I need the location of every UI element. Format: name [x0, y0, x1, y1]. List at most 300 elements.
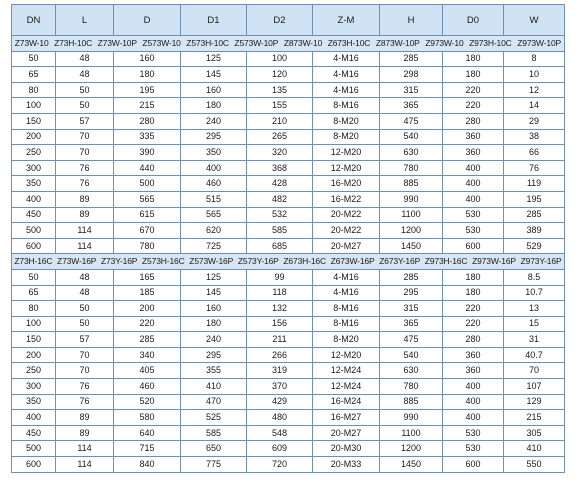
cell-d1: 180: [181, 98, 247, 114]
column-header-d1: D1: [181, 5, 247, 36]
cell-w: 305: [504, 425, 565, 441]
cell-d2: 532: [247, 207, 313, 223]
cell-d0: 400: [443, 410, 504, 426]
cell-d: 440: [114, 160, 181, 176]
table-row: [12, 98, 565, 114]
cell-d: 715: [114, 441, 181, 457]
cell-dn: 100: [12, 98, 56, 114]
cell-l: 70: [56, 129, 114, 145]
cell-l: 114: [56, 223, 114, 239]
cell-d2: 609: [247, 441, 313, 457]
cell-d: 180: [114, 67, 181, 83]
cell-d0: 600: [443, 238, 504, 254]
table-row: [12, 269, 565, 285]
cell-d1: 400: [181, 160, 247, 176]
model-label: Z673H-16C: [283, 256, 326, 267]
cell-d2: 210: [247, 113, 313, 129]
cell-d1: 775: [181, 457, 247, 473]
cell-z-m: 8-M16: [313, 316, 380, 332]
cell-h: 630: [380, 363, 443, 379]
cell-d0: 530: [443, 223, 504, 239]
cell-w: 14: [504, 98, 565, 114]
cell-w: 10.7: [504, 285, 565, 301]
cell-dn: 250: [12, 363, 56, 379]
cell-dn: 400: [12, 410, 56, 426]
cell-l: 70: [56, 347, 114, 363]
column-header-d0: D0: [443, 5, 504, 36]
cell-z-m: 20-M30: [313, 441, 380, 457]
model-label: Z673H-10C: [327, 37, 371, 48]
cell-w: 31: [504, 332, 565, 348]
cell-d1: 180: [181, 316, 247, 332]
cell-z-m: 8-M20: [313, 113, 380, 129]
cell-dn: 500: [12, 441, 56, 457]
cell-d2: 480: [247, 410, 313, 426]
cell-d: 285: [114, 332, 181, 348]
cell-d2: 685: [247, 238, 313, 254]
cell-dn: 50: [12, 51, 56, 67]
cell-l: 50: [56, 316, 114, 332]
model-label: Z873W-10P: [375, 37, 420, 48]
section2-model-row: [12, 254, 565, 270]
cell-l: 89: [56, 191, 114, 207]
cell-w: 215: [504, 410, 565, 426]
cell-w: 66: [504, 145, 565, 161]
cell-d1: 295: [181, 347, 247, 363]
cell-d1: 525: [181, 410, 247, 426]
table-row: [12, 379, 565, 395]
cell-d1: 145: [181, 67, 247, 83]
cell-z-m: 16-M20: [313, 176, 380, 192]
cell-d0: 280: [443, 332, 504, 348]
cell-d0: 530: [443, 207, 504, 223]
cell-z-m: 4-M16: [313, 67, 380, 83]
cell-d0: 400: [443, 176, 504, 192]
cell-l: 70: [56, 145, 114, 161]
cell-dn: 50: [12, 269, 56, 285]
cell-l: 76: [56, 176, 114, 192]
valve-spec-table: [11, 4, 565, 473]
cell-dn: 80: [12, 82, 56, 98]
cell-d: 500: [114, 176, 181, 192]
table-row: [12, 51, 565, 67]
table-row: [12, 176, 565, 192]
cell-z-m: 12-M24: [313, 363, 380, 379]
cell-l: 114: [56, 457, 114, 473]
column-header-d2: D2: [247, 5, 313, 36]
cell-h: 315: [380, 301, 443, 317]
cell-z-m: 12-M24: [313, 379, 380, 395]
table-row: [12, 67, 565, 83]
cell-d2: 429: [247, 394, 313, 410]
model-label: Z73H-16C: [14, 256, 53, 267]
cell-dn: 150: [12, 332, 56, 348]
cell-d: 565: [114, 191, 181, 207]
model-label: Z573H-16C: [142, 256, 185, 267]
cell-w: 13: [504, 301, 565, 317]
table-row: [12, 145, 565, 161]
cell-z-m: 12-M20: [313, 347, 380, 363]
cell-h: 285: [380, 51, 443, 67]
cell-dn: 65: [12, 285, 56, 301]
cell-d2: 266: [247, 347, 313, 363]
cell-d: 200: [114, 301, 181, 317]
cell-d0: 220: [443, 301, 504, 317]
cell-d2: 482: [247, 191, 313, 207]
cell-d2: 120: [247, 67, 313, 83]
cell-dn: 350: [12, 176, 56, 192]
table-row: [12, 129, 565, 145]
cell-z-m: 4-M16: [313, 51, 380, 67]
cell-l: 50: [56, 82, 114, 98]
cell-d0: 180: [443, 269, 504, 285]
model-label: Z873W-10: [283, 37, 323, 48]
cell-l: 76: [56, 160, 114, 176]
table-row: [12, 191, 565, 207]
column-header-h: H: [380, 5, 443, 36]
cell-z-m: 16-M24: [313, 394, 380, 410]
cell-l: 48: [56, 269, 114, 285]
cell-w: 129: [504, 394, 565, 410]
cell-d: 840: [114, 457, 181, 473]
cell-w: 8: [504, 51, 565, 67]
cell-z-m: 16-M22: [313, 191, 380, 207]
cell-d1: 460: [181, 176, 247, 192]
cell-d1: 650: [181, 441, 247, 457]
cell-d2: 720: [247, 457, 313, 473]
cell-h: 365: [380, 316, 443, 332]
table-row: [12, 223, 565, 239]
cell-z-m: 8-M16: [313, 301, 380, 317]
model-label: Z973Y-16P: [520, 256, 562, 267]
cell-h: 295: [380, 285, 443, 301]
cell-d2: 585: [247, 223, 313, 239]
cell-h: 885: [380, 176, 443, 192]
cell-z-m: 20-M33: [313, 457, 380, 473]
cell-d1: 565: [181, 207, 247, 223]
cell-d0: 220: [443, 98, 504, 114]
cell-h: 285: [380, 269, 443, 285]
cell-d: 195: [114, 82, 181, 98]
cell-d: 460: [114, 379, 181, 395]
cell-d2: 155: [247, 98, 313, 114]
table-row: [12, 363, 565, 379]
cell-z-m: 12-M20: [313, 160, 380, 176]
cell-z-m: 12-M20: [313, 145, 380, 161]
cell-d0: 400: [443, 160, 504, 176]
cell-z-m: 20-M27: [313, 425, 380, 441]
cell-z-m: 8-M16: [313, 98, 380, 114]
cell-h: 298: [380, 67, 443, 83]
cell-h: 1450: [380, 457, 443, 473]
cell-dn: 300: [12, 379, 56, 395]
cell-d: 280: [114, 113, 181, 129]
model-label: Z73Y-16P: [101, 256, 138, 267]
cell-d: 640: [114, 425, 181, 441]
cell-dn: 300: [12, 160, 56, 176]
cell-d0: 220: [443, 316, 504, 332]
cell-dn: 500: [12, 223, 56, 239]
cell-h: 1450: [380, 238, 443, 254]
cell-d2: 368: [247, 160, 313, 176]
cell-d0: 220: [443, 82, 504, 98]
cell-d0: 360: [443, 363, 504, 379]
cell-d: 580: [114, 410, 181, 426]
cell-d2: 100: [247, 51, 313, 67]
cell-h: 1200: [380, 223, 443, 239]
table-row: [12, 82, 565, 98]
cell-w: 8.5: [504, 269, 565, 285]
column-header-d: D: [114, 5, 181, 36]
cell-l: 70: [56, 363, 114, 379]
table-row: [12, 207, 565, 223]
cell-d1: 585: [181, 425, 247, 441]
cell-dn: 150: [12, 113, 56, 129]
cell-l: 76: [56, 379, 114, 395]
cell-d0: 400: [443, 379, 504, 395]
cell-h: 885: [380, 394, 443, 410]
cell-d2: 265: [247, 129, 313, 145]
cell-w: 38: [504, 129, 565, 145]
cell-d: 160: [114, 51, 181, 67]
model-label: Z573W-16P: [189, 256, 234, 267]
cell-dn: 200: [12, 347, 56, 363]
cell-h: 540: [380, 129, 443, 145]
cell-d0: 360: [443, 129, 504, 145]
cell-l: 50: [56, 301, 114, 317]
cell-z-m: 16-M27: [313, 410, 380, 426]
cell-d: 340: [114, 347, 181, 363]
cell-d0: 180: [443, 51, 504, 67]
cell-d1: 470: [181, 394, 247, 410]
cell-l: 57: [56, 113, 114, 129]
cell-z-m: 8-M20: [313, 332, 380, 348]
cell-dn: 250: [12, 145, 56, 161]
cell-l: 48: [56, 67, 114, 83]
cell-w: 12: [504, 82, 565, 98]
cell-dn: 600: [12, 238, 56, 254]
cell-w: 107: [504, 379, 565, 395]
cell-d: 405: [114, 363, 181, 379]
table-row: [12, 316, 565, 332]
cell-d: 615: [114, 207, 181, 223]
cell-z-m: 4-M16: [313, 285, 380, 301]
cell-h: 540: [380, 347, 443, 363]
model-label: Z973H-10C: [469, 37, 512, 48]
cell-d2: 320: [247, 145, 313, 161]
cell-dn: 600: [12, 457, 56, 473]
cell-z-m: 20-M22: [313, 223, 380, 239]
cell-z-m: 20-M22: [313, 207, 380, 223]
table-row: [12, 332, 565, 348]
cell-h: 990: [380, 410, 443, 426]
cell-d0: 530: [443, 425, 504, 441]
model-label: Z573Y-16P: [237, 256, 279, 267]
cell-d2: 428: [247, 176, 313, 192]
cell-w: 285: [504, 207, 565, 223]
cell-z-m: 20-M27: [313, 238, 380, 254]
model-label: Z673W-16P: [330, 256, 375, 267]
column-header-l: L: [56, 5, 114, 36]
cell-d1: 515: [181, 191, 247, 207]
model-label: Z973H-16C: [424, 256, 468, 267]
table-row: [12, 113, 565, 129]
cell-d2: 319: [247, 363, 313, 379]
column-header-dn: DN: [12, 5, 56, 36]
cell-d1: 160: [181, 82, 247, 98]
cell-d: 220: [114, 316, 181, 332]
cell-d2: 132: [247, 301, 313, 317]
table-row: [12, 238, 565, 254]
model-label: Z573W-10: [142, 37, 181, 48]
cell-h: 365: [380, 98, 443, 114]
cell-w: 195: [504, 191, 565, 207]
cell-z-m: 4-M16: [313, 269, 380, 285]
cell-w: 40.7: [504, 347, 565, 363]
cell-h: 1100: [380, 207, 443, 223]
table-row: [12, 457, 565, 473]
table-row: [12, 301, 565, 317]
cell-d: 390: [114, 145, 181, 161]
cell-h: 780: [380, 160, 443, 176]
cell-d0: 360: [443, 347, 504, 363]
cell-l: 76: [56, 394, 114, 410]
cell-dn: 450: [12, 207, 56, 223]
cell-d1: 125: [181, 51, 247, 67]
cell-l: 114: [56, 238, 114, 254]
model-label: Z73H-10C: [54, 37, 93, 48]
cell-d1: 240: [181, 332, 247, 348]
cell-h: 990: [380, 191, 443, 207]
cell-d1: 620: [181, 223, 247, 239]
cell-d2: 548: [247, 425, 313, 441]
cell-l: 57: [56, 332, 114, 348]
table-row: [12, 425, 565, 441]
model-label: Z973W-10: [425, 37, 464, 48]
cell-w: 15: [504, 316, 565, 332]
cell-l: 89: [56, 410, 114, 426]
table-row: [12, 394, 565, 410]
column-header-w: W: [504, 5, 565, 36]
cell-d1: 160: [181, 301, 247, 317]
cell-d1: 410: [181, 379, 247, 395]
cell-z-m: 8-M20: [313, 129, 380, 145]
cell-w: 119: [504, 176, 565, 192]
cell-dn: 80: [12, 301, 56, 317]
cell-d1: 295: [181, 129, 247, 145]
table-row: [12, 410, 565, 426]
cell-w: 529: [504, 238, 565, 254]
table-row: [12, 285, 565, 301]
cell-w: 10: [504, 67, 565, 83]
cell-d1: 725: [181, 238, 247, 254]
cell-h: 475: [380, 113, 443, 129]
cell-d2: 118: [247, 285, 313, 301]
cell-l: 89: [56, 425, 114, 441]
cell-dn: 400: [12, 191, 56, 207]
cell-d0: 180: [443, 285, 504, 301]
model-label: Z73W-16P: [57, 256, 97, 267]
cell-d0: 180: [443, 67, 504, 83]
model-label: Z673Y-16P: [379, 256, 421, 267]
cell-d2: 135: [247, 82, 313, 98]
model-label: Z573H-10C: [186, 37, 229, 48]
cell-l: 114: [56, 441, 114, 457]
cell-h: 1100: [380, 425, 443, 441]
model-label: Z573W-10P: [234, 37, 279, 48]
cell-d1: 355: [181, 363, 247, 379]
column-header-z-m: Z-M: [313, 5, 380, 36]
section2-model-cell: [12, 254, 565, 270]
cell-d0: 530: [443, 441, 504, 457]
cell-d0: 400: [443, 394, 504, 410]
cell-z-m: 4-M16: [313, 82, 380, 98]
cell-w: 550: [504, 457, 565, 473]
cell-d1: 240: [181, 113, 247, 129]
cell-l: 48: [56, 285, 114, 301]
table-row: [12, 347, 565, 363]
cell-w: 410: [504, 441, 565, 457]
cell-h: 475: [380, 332, 443, 348]
cell-d1: 350: [181, 145, 247, 161]
cell-d: 670: [114, 223, 181, 239]
cell-d: 165: [114, 269, 181, 285]
spec-table-container: [11, 4, 564, 473]
cell-d: 520: [114, 394, 181, 410]
cell-h: 315: [380, 82, 443, 98]
cell-h: 1200: [380, 441, 443, 457]
cell-h: 630: [380, 145, 443, 161]
model-label: Z73W-10P: [97, 37, 137, 48]
cell-d0: 360: [443, 145, 504, 161]
model-label: Z73W-10: [14, 37, 49, 48]
cell-d2: 211: [247, 332, 313, 348]
cell-w: 389: [504, 223, 565, 239]
cell-dn: 200: [12, 129, 56, 145]
section1-model-cell: [12, 36, 565, 52]
cell-d: 215: [114, 98, 181, 114]
cell-d1: 145: [181, 285, 247, 301]
model-label: Z973W-10P: [517, 37, 562, 48]
cell-dn: 100: [12, 316, 56, 332]
cell-d0: 400: [443, 191, 504, 207]
cell-l: 50: [56, 98, 114, 114]
cell-w: 29: [504, 113, 565, 129]
model-label: Z973W-16P: [472, 256, 516, 267]
cell-d2: 99: [247, 269, 313, 285]
cell-l: 89: [56, 207, 114, 223]
cell-w: 70: [504, 363, 565, 379]
cell-d: 185: [114, 285, 181, 301]
cell-w: 76: [504, 160, 565, 176]
cell-d1: 125: [181, 269, 247, 285]
table-row: [12, 441, 565, 457]
cell-dn: 65: [12, 67, 56, 83]
cell-h: 780: [380, 379, 443, 395]
column-header-row: [12, 5, 565, 36]
cell-dn: 350: [12, 394, 56, 410]
cell-dn: 450: [12, 425, 56, 441]
cell-d: 335: [114, 129, 181, 145]
table-row: [12, 160, 565, 176]
cell-d0: 600: [443, 457, 504, 473]
cell-d2: 370: [247, 379, 313, 395]
cell-d2: 156: [247, 316, 313, 332]
cell-l: 48: [56, 51, 114, 67]
section1-model-row: [12, 36, 565, 52]
cell-d0: 280: [443, 113, 504, 129]
cell-d: 780: [114, 238, 181, 254]
